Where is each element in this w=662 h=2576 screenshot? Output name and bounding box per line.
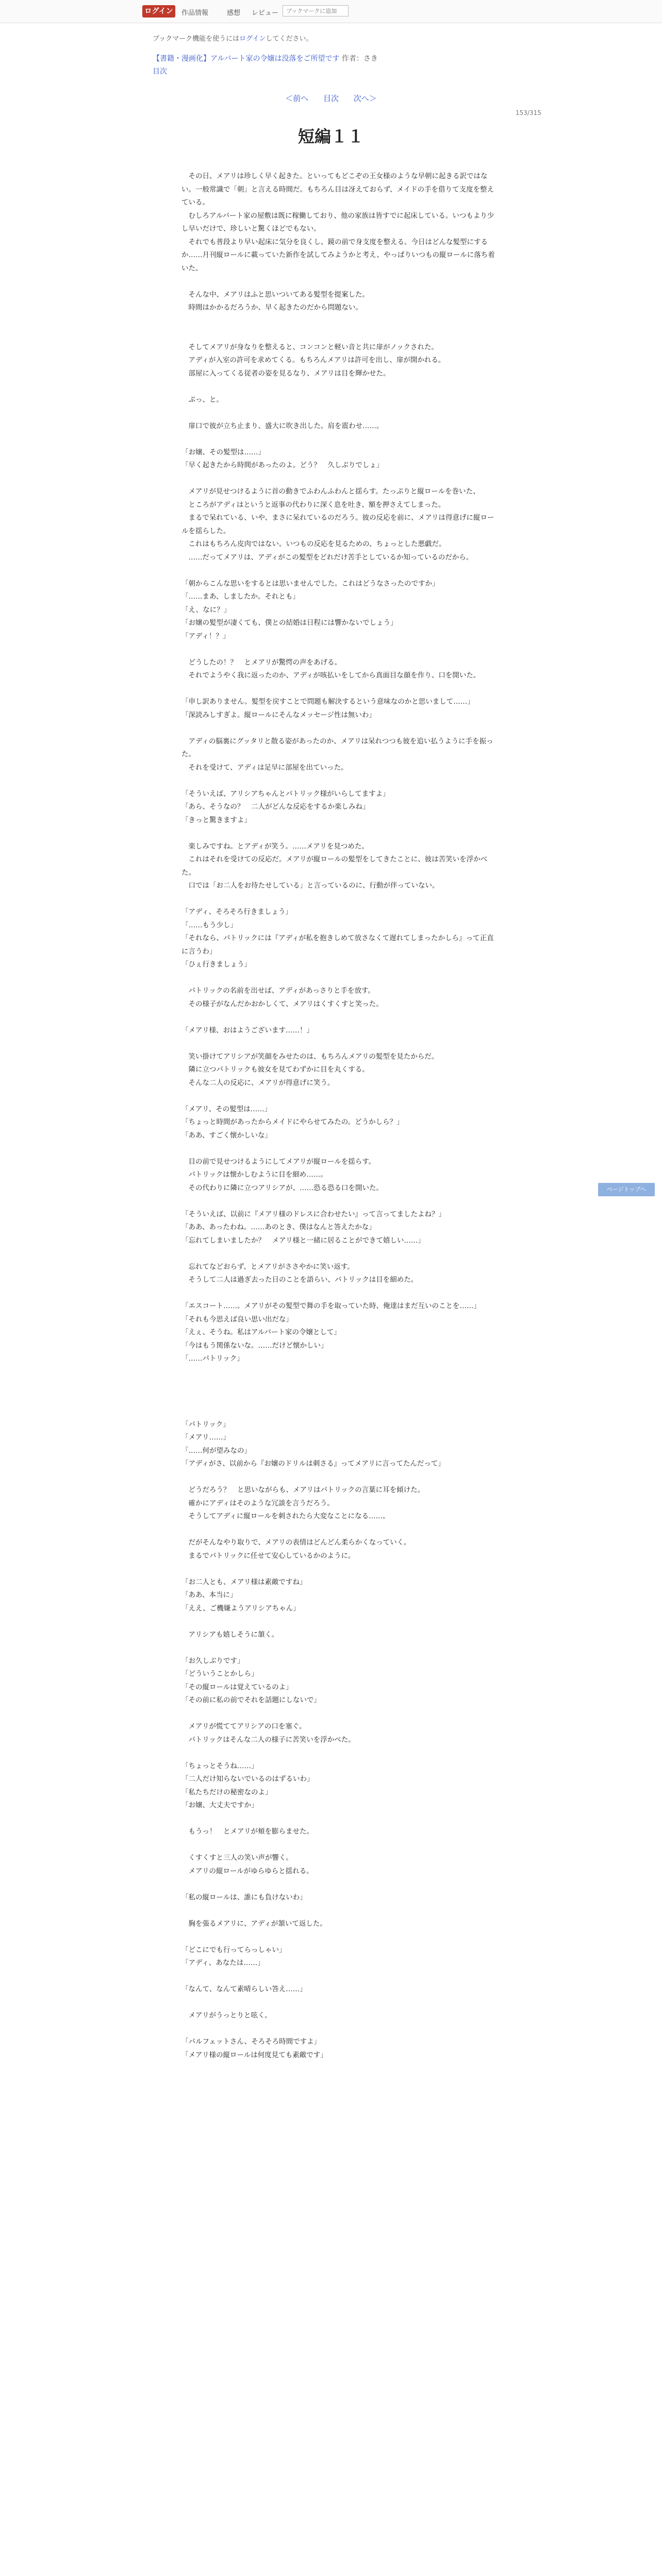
body-paragraph xyxy=(181,564,496,578)
body-paragraph xyxy=(181,1812,496,1826)
top-bar xyxy=(0,0,662,23)
body-paragraph: 「申し訳ありません。髪型を戻すことで問題も解決するという意味なのかと思いまして……」 xyxy=(181,698,474,706)
body-paragraph: 「朝からこんな思いをするとは思いませんでした。これはどうなさったのですか」 xyxy=(181,579,439,588)
body-paragraph xyxy=(181,1747,496,1760)
body-paragraph: 「二人だけ知らないでいるのはずるいわ」 xyxy=(181,1775,314,1783)
body-paragraph: もうっ！ とメアリが頬を膨らませた。 xyxy=(181,1827,313,1836)
body-paragraph: 「アディ、そろそろ行きましょう」 xyxy=(181,908,292,916)
body-paragraph xyxy=(181,1366,496,1379)
body-paragraph xyxy=(181,1707,496,1721)
body-paragraph: くすくすと三人の笑い声が響く。 xyxy=(181,1854,293,1862)
body-paragraph: これはもちろん皮肉ではない。いつもの反応を見るための、ちょっとした悪戯だ。 xyxy=(181,540,446,548)
body-paragraph: 「メアリ様の縦ロールは何度見ても素敵です」 xyxy=(181,2050,327,2059)
body-paragraph: その代わりに隣に立つアリシアが、……恐る恐る口を開いた。 xyxy=(181,1183,383,1192)
body-paragraph: メアリがうっとりと呟く。 xyxy=(181,2011,272,2020)
body-paragraph: 忘れてなどおらず、とメアリがささやかに笑い返す。 xyxy=(181,1262,354,1271)
body-paragraph xyxy=(181,2062,496,2075)
body-paragraph: 「メアリ、その髪型は……」 xyxy=(181,1105,272,1113)
body-paragraph: ぷっ、と。 xyxy=(181,395,223,404)
body-paragraph xyxy=(181,2023,496,2036)
body-paragraph xyxy=(181,1195,496,1208)
body-paragraph xyxy=(181,380,496,394)
body-paragraph: 時間はかかるだろうか、早く起きたのだから問題ない。 xyxy=(181,303,362,312)
body-paragraph: ところがアディはというと返事の代わりに深く息を吐き、額を押さえてしまった。 xyxy=(181,500,445,509)
body-paragraph: パトリックの名前を出せば、アディがあっさりと手を放す。 xyxy=(181,987,375,995)
body-paragraph xyxy=(181,433,496,446)
body-paragraph: 「私の縦ロールは、誰にも負けないわ」 xyxy=(181,1893,307,1902)
body-paragraph: 「深読みしすぎよ。縦ロールにそんなメッセージ性は無いわ」 xyxy=(181,710,376,719)
body-paragraph: 「メアリ様、おはようございます……！」 xyxy=(181,1026,313,1035)
body-paragraph: 胸を張るメアリに、アディが頷いて返した。 xyxy=(181,1919,327,1928)
bookmark-input[interactable] xyxy=(283,5,349,16)
body-paragraph: 「お嬢、大丈夫ですか」 xyxy=(181,1801,258,1809)
body-paragraph xyxy=(181,1563,496,1576)
novel-body xyxy=(181,170,496,2075)
body-paragraph: アディの脳裏にグッタリと散る姿があったのか、メアリは呆れつつも彼を追い払うように手を振った。 xyxy=(181,737,493,758)
body-paragraph: その様子がなんだかおかしくて、メアリはくすくすと笑った。 xyxy=(181,999,383,1008)
bookmark-notice xyxy=(153,33,312,43)
series-title-link[interactable]: 【書籍・漫画化】アルバート家の令嬢は没落をご所望です xyxy=(153,55,340,63)
body-paragraph: 部屋に入ってくる従者の姿を見るなり、メアリは目を輝かせた。 xyxy=(181,369,390,378)
body-paragraph xyxy=(181,1247,496,1261)
body-paragraph: むしろアルバート家の屋敷は既に稼働しており、他の家族は皆すでに起床している。いつもより少し早いだけで、珍しいと驚くほどでもない。 xyxy=(181,211,494,233)
body-paragraph xyxy=(181,1904,496,1918)
body-paragraph: 「えぇ、そうね。私はアルバート家の令嬢として」 xyxy=(181,1328,341,1336)
body-paragraph: 「メアリ……」 xyxy=(181,1433,230,1442)
pager-top xyxy=(0,93,662,104)
prev-link[interactable]: ＜前へ xyxy=(285,94,309,103)
body-paragraph: 「……もう少し」 xyxy=(181,921,237,929)
body-paragraph: 笑い掛けてアリシアが笑顔をみせたのは、もちろんメアリの髪型を見たからだ。 xyxy=(181,1052,439,1061)
body-paragraph xyxy=(181,1405,496,1418)
body-paragraph xyxy=(181,1996,496,2010)
body-paragraph: 「……パトリック」 xyxy=(181,1354,244,1363)
body-paragraph: 「ちょっと時間があったからメイドにやらせてみたの。どうかしら？」 xyxy=(181,1118,404,1126)
body-paragraph: 楽しみですね。とアディが笑う。……メアリを見つめた。 xyxy=(181,842,369,851)
body-paragraph xyxy=(181,1930,496,1944)
body-paragraph: だがそんなやり取りで、メアリの表情はどんどん柔らかくなっていく。 xyxy=(181,1538,411,1547)
body-paragraph: 「パトリック」 xyxy=(181,1420,230,1429)
body-paragraph: 「早く起きたから時間があったのよ。どう？ 久しぶりでしょ」 xyxy=(181,461,384,469)
body-paragraph: そしてメアリが身なりを整えると、コンコンと軽い音と共に扉がノックされた。 xyxy=(181,343,439,351)
body-paragraph: そんな中、メアリはふと思いついてある髪型を提案した。 xyxy=(181,290,369,299)
chapter-title: 短編１１ xyxy=(297,127,364,146)
body-paragraph xyxy=(181,643,496,656)
body-paragraph xyxy=(181,275,496,289)
body-paragraph: 口では「お二人をお待たせしている」と言っているのに、行動が伴っていない。 xyxy=(181,882,439,890)
body-paragraph xyxy=(181,1641,496,1655)
body-paragraph: それでも普段より早い起床に気分を良くし、鏡の前で身支度を整える。今日はどんな髪型にするか……月刊縦ロールに載っていた新作を試してみようかと考え、やっぱりいつもの縦ロールに落ち着いた。 xyxy=(181,238,495,273)
body-paragraph: まるで呆れている、いや、まさに呆れているのだろう。彼の反応を前に、メアリは得意げに縦ロールを揺らした。 xyxy=(181,514,494,535)
body-paragraph: 「ええ、ご機嫌ようアリシアちゃん」 xyxy=(181,1604,300,1613)
body-paragraph: メアリの縦ロールがゆらゆらと揺れる。 xyxy=(181,1867,313,1875)
body-paragraph xyxy=(181,1839,496,1852)
body-paragraph: どうだろう？ と思いながらも、メアリはパトリックの言葉に耳を傾けた。 xyxy=(181,1486,425,1494)
body-paragraph xyxy=(181,774,496,788)
toc-link[interactable]: 目次 xyxy=(323,94,339,103)
notice-login-link[interactable]: ログイン xyxy=(239,35,266,43)
body-paragraph xyxy=(181,683,496,696)
body-paragraph: そうしてアディに縦ロールを刺されたら大変なことになる……。 xyxy=(181,1512,390,1520)
body-paragraph xyxy=(181,972,496,985)
body-paragraph xyxy=(181,1878,496,1891)
body-paragraph: 「今はもう関係ないな。……だけど懐かしい」 xyxy=(181,1341,328,1350)
body-paragraph: 「きっと驚きますよ」 xyxy=(181,816,251,824)
body-paragraph: 「アディ、あなたは……」 xyxy=(181,1959,264,1967)
contents-link[interactable]: 目次 xyxy=(153,67,167,76)
body-paragraph: どうしたの！？ とメアリが驚愕の声をあげる。 xyxy=(181,658,341,667)
body-paragraph: 「あら、そうなの？ 二人がどんな反応をするか楽しみね」 xyxy=(181,803,370,811)
body-paragraph: ……だってメアリは、アディがこの髪型をどれだけ苦手としているか知っているのだから。 xyxy=(181,553,473,562)
nav-item-review[interactable]: レビュー xyxy=(252,9,279,17)
body-paragraph: 「……まあ、しましたか。それとも」 xyxy=(181,592,300,601)
body-paragraph: 「パルフェットさん、そろそろ時間ですよ」 xyxy=(181,2038,321,2046)
notice-prefix: ブックマーク機能を使うには xyxy=(153,35,240,43)
body-paragraph: 「それなら、パトリックには『アディが私を抱きしめて放さなくて遅れてしまったかしら』って正直に言うわ」 xyxy=(181,934,494,956)
nav-item-info[interactable]: 作品情報 xyxy=(181,9,209,17)
body-paragraph: メアリが慌ててアリシアの口を塞ぐ。 xyxy=(181,1722,306,1731)
body-paragraph: 「ちょっとそうね……」 xyxy=(181,1761,258,1770)
body-paragraph: 「エスコート……。メアリがその髪型で舞の手を取っていた時、俺達はまだ互いのことを……」 xyxy=(181,1302,481,1310)
body-paragraph xyxy=(181,315,496,328)
body-paragraph: 「どういうことかしら」 xyxy=(181,1670,258,1678)
body-paragraph: 「お二人とも、メアリ様は素敵ですね」 xyxy=(181,1578,307,1586)
body-paragraph: メアリが見せつけるように首の動きでふわんふわんと揺らす。たっぷりと縦ロールを巻いた、 xyxy=(181,487,480,496)
body-paragraph xyxy=(181,1379,496,1392)
body-paragraph xyxy=(181,1471,496,1484)
body-paragraph: 「アディ！？」 xyxy=(181,632,230,640)
body-paragraph: パトリックは懐かしむように目を細め……。 xyxy=(181,1171,327,1179)
body-paragraph xyxy=(181,1970,496,1984)
body-paragraph: 「忘れてしまいましたか？ メアリ様と一緒に居ることができて嬉しい……」 xyxy=(181,1236,425,1245)
body-paragraph: 「ひぇ行きましょう」 xyxy=(181,960,251,969)
body-paragraph: まるでパトリックに任せて安心しているかのように。 xyxy=(181,1551,355,1560)
body-paragraph: 「そういえば、以前に『メアリ様のドレスに合わせたい』って言ってましたよね？」 xyxy=(181,1210,446,1218)
body-paragraph: 扉口で彼が立ち止まり、盛大に吹き出した。肩を震わせ……。 xyxy=(181,421,384,430)
body-paragraph: それでようやく我に返ったのか、アディが咳払いをしてから真面目な顔を作り、口を開いた。 xyxy=(181,671,481,680)
body-paragraph: これはそれを受けての反応だ。メアリが縦ロールの髪型をしてきたことに、彼は苦笑いを浮かべた。 xyxy=(181,855,488,877)
body-paragraph: 「ああ、本当に」 xyxy=(181,1591,237,1599)
nav-item-impressions[interactable]: 感想 xyxy=(227,9,241,17)
body-paragraph: それを受けて、アディは足早に部屋を出ていった。 xyxy=(181,763,348,772)
body-paragraph: 「ああ、すごく懐かしいな」 xyxy=(181,1131,272,1140)
body-paragraph xyxy=(181,1011,496,1024)
body-paragraph xyxy=(181,1523,496,1537)
page-top-button[interactable]: ページトップへ xyxy=(598,1183,655,1196)
series-info xyxy=(153,54,483,64)
body-paragraph: 「お久しぶりです」 xyxy=(181,1656,244,1665)
next-link[interactable]: 次へ＞ xyxy=(353,94,377,103)
notice-suffix: してください。 xyxy=(266,35,313,43)
body-paragraph: 目の前で見せつけるようにしてメアリが縦ロールを揺らす。 xyxy=(181,1157,376,1166)
body-paragraph: 「その前に私の前でそれを話題にしないで」 xyxy=(181,1696,321,1704)
body-paragraph xyxy=(181,722,496,735)
body-paragraph: 「アディがさ、以前から『お嬢のドリルは刺さる』ってメアリに言ってたんだって」 xyxy=(181,1460,445,1468)
login-button[interactable]: ログイン xyxy=(142,5,175,18)
body-paragraph xyxy=(181,1615,496,1629)
body-paragraph xyxy=(181,1287,496,1300)
body-paragraph xyxy=(181,893,496,906)
body-paragraph: 「ああ、あったわね。……あのとき、僕はなんと答えたかな」 xyxy=(181,1223,376,1231)
body-paragraph: 「その縦ロールは覚えているのよ」 xyxy=(181,1683,293,1691)
body-paragraph xyxy=(181,406,496,420)
body-paragraph: パトリックはそんな二人の様子に苦笑いを浮かべた。 xyxy=(181,1735,355,1744)
chapter-number: 153/315 xyxy=(516,109,541,116)
body-paragraph: 「……何が望みなの」 xyxy=(181,1446,251,1455)
body-paragraph xyxy=(181,1037,496,1050)
body-paragraph: 確かにアディはそのような冗談を言うだろう。 xyxy=(181,1499,334,1507)
body-paragraph: 隣に立つパトリックも彼女を見てわずかに目を丸くする。 xyxy=(181,1065,369,1074)
body-paragraph: 「私たちだけの秘密なのよ」 xyxy=(181,1788,272,1797)
body-paragraph: 「それも今思えば良い思い出だな」 xyxy=(181,1315,293,1324)
body-paragraph: アリシアも嬉しそうに頷く。 xyxy=(181,1630,279,1639)
body-paragraph xyxy=(181,827,496,840)
body-paragraph: 「どこにでも行ってらっしゃい」 xyxy=(181,1945,286,1954)
author-name: 作者：さき xyxy=(341,55,378,63)
body-paragraph: 「お嬢、その髪型は……」 xyxy=(181,448,265,456)
body-paragraph: そんな二人の反応に、メアリが得意げに笑う。 xyxy=(181,1078,335,1087)
body-paragraph: 「そういえば、アリシアちゃんとパトリック様がいらしてますよ」 xyxy=(181,789,390,798)
body-paragraph xyxy=(181,328,496,341)
body-paragraph: アディが入室の許可を求めてくる。もちろんメアリは許可を出し、扉が開かれる。 xyxy=(181,356,445,364)
body-paragraph xyxy=(181,1142,496,1156)
body-paragraph: その日、メアリは珍しく早く起きた。といってもどこぞの王女様のような早朝に起きる訳ではない。一般常識で「朝」と言える時間だ。もちろん目は冴えておらず、メイドの手を借りて支度を整えている。 xyxy=(181,172,494,207)
body-paragraph xyxy=(181,1392,496,1405)
body-paragraph: 「なんて、なんて素晴らしい答え……」 xyxy=(181,1985,307,1993)
body-paragraph xyxy=(181,472,496,486)
body-paragraph: 「お嬢の髪型が凄くても、僕との結婚は日程には響かないでしょう」 xyxy=(181,619,398,627)
body-paragraph xyxy=(181,1090,496,1103)
body-paragraph: 「え、なに？」 xyxy=(181,605,231,614)
body-paragraph: そうして二人は過ぎ去った日のことを語らい、パトリックは目を細めた。 xyxy=(181,1276,418,1284)
